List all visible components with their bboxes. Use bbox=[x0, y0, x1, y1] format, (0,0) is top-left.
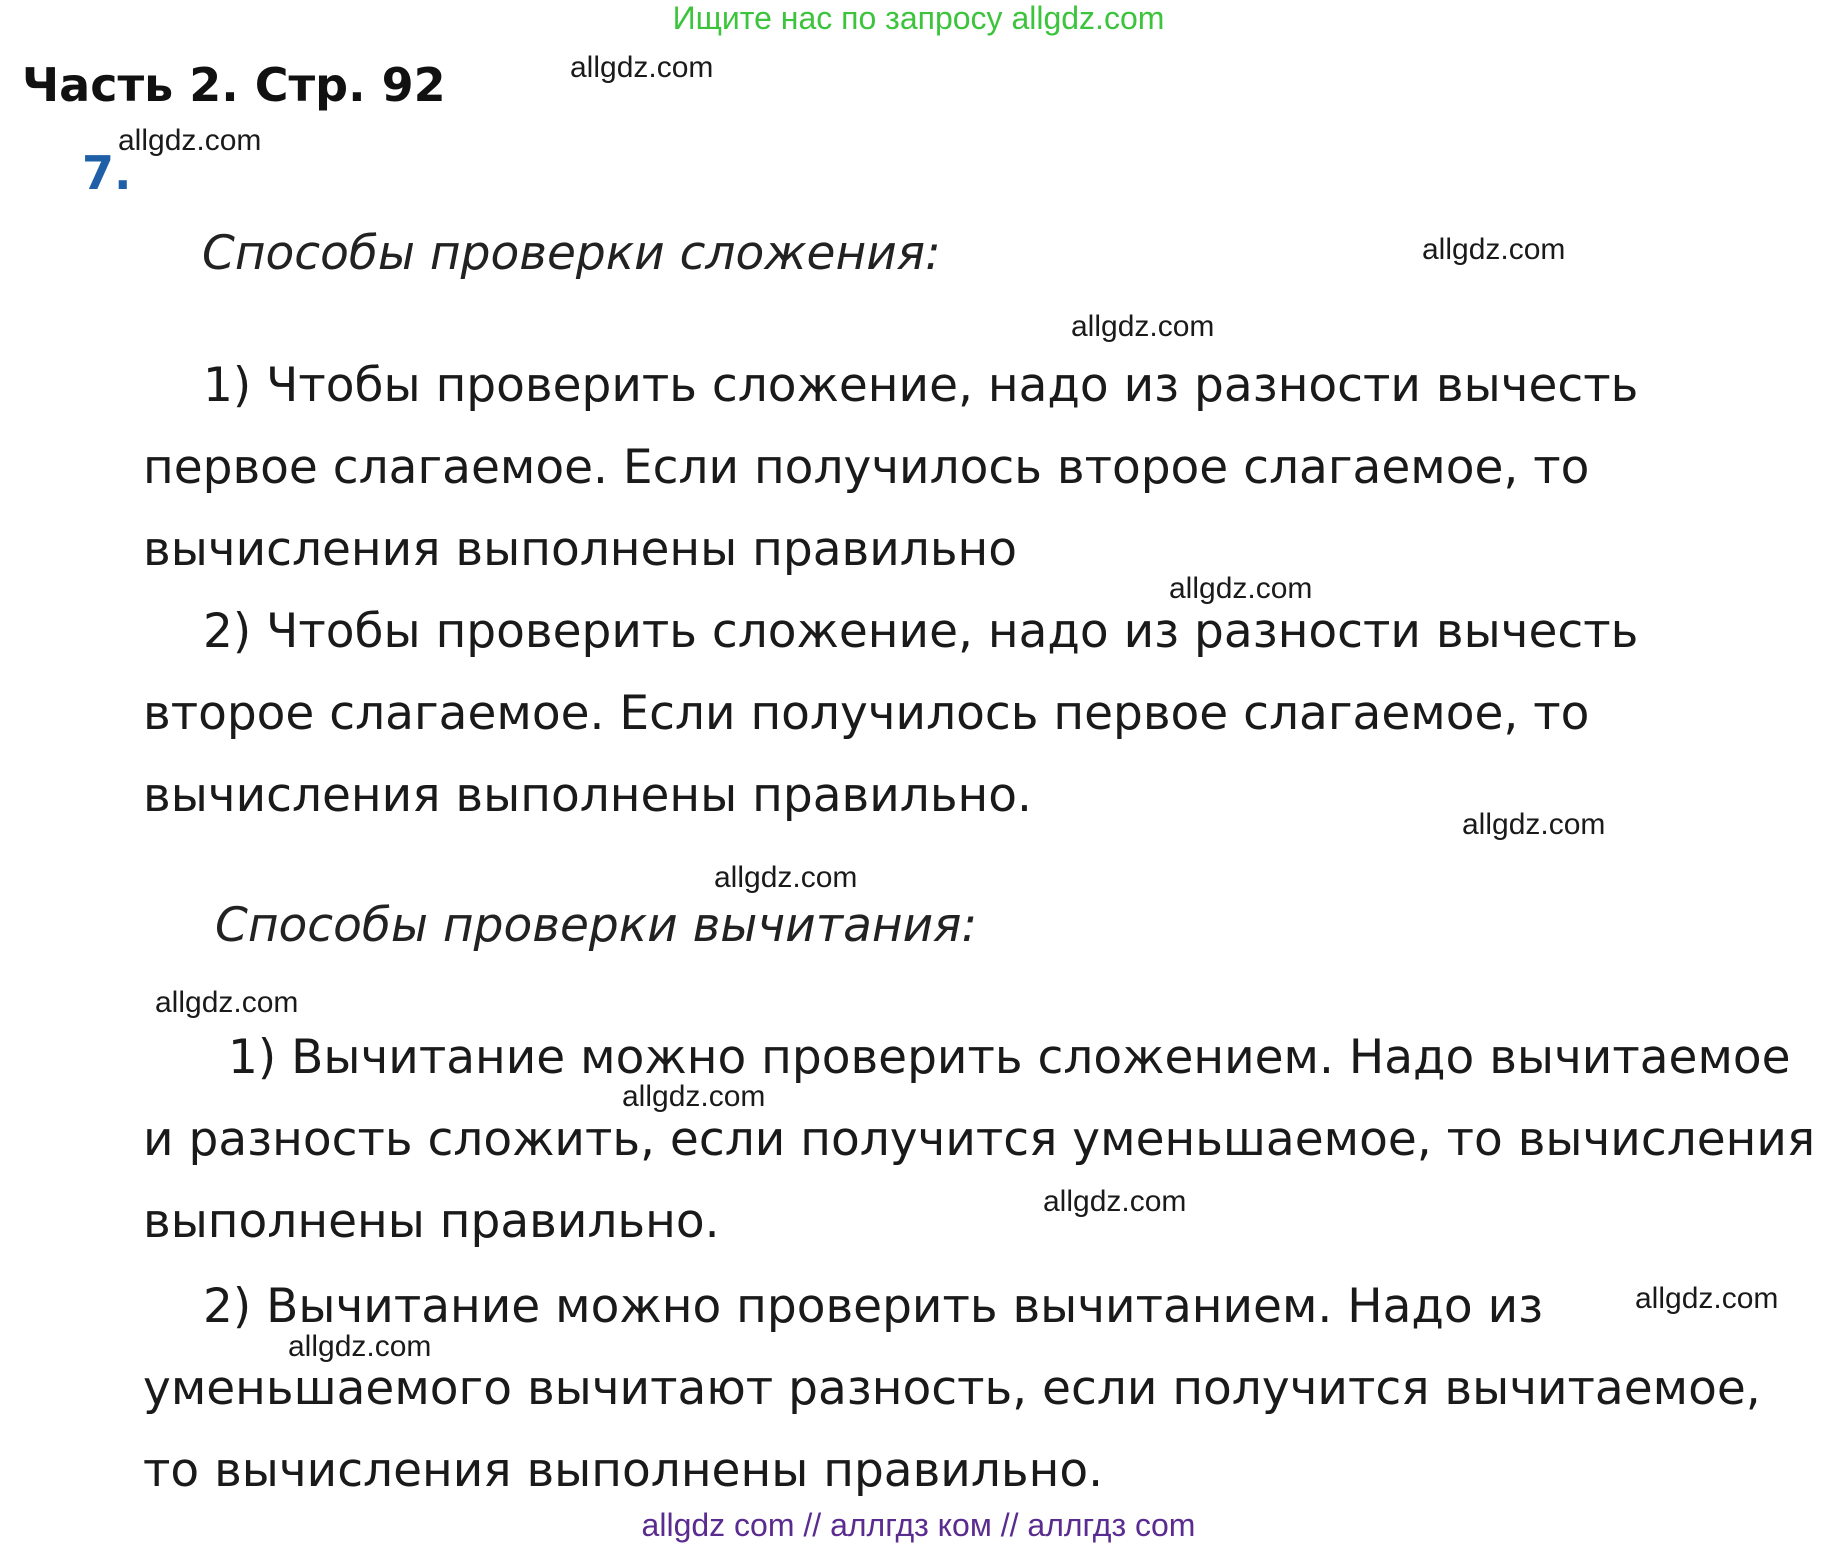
text-line: то вычисления выполнены правильно. bbox=[143, 1443, 1104, 1498]
watermark: allgdz.com bbox=[1635, 1282, 1779, 1315]
watermark: allgdz.com bbox=[1462, 808, 1606, 841]
text-line: второе слагаемое. Если получилось первое слагаемое, то bbox=[143, 686, 1590, 741]
watermark: allgdz.com bbox=[622, 1080, 766, 1113]
watermark: allgdz.com bbox=[1043, 1185, 1187, 1218]
watermark: allgdz.com bbox=[118, 124, 262, 157]
text-line: 1) Чтобы проверить сложение, надо из разности вычесть bbox=[203, 358, 1639, 413]
section-title-subtraction: Способы проверки вычитания: bbox=[215, 898, 978, 953]
text-line: и разность сложить, если получится уменьшаемое, то вычисления bbox=[143, 1112, 1816, 1167]
page-title: Часть 2. Стр. 92 bbox=[22, 58, 446, 112]
text-line: вычисления выполнены правильно. bbox=[143, 768, 1032, 823]
top-banner: Ищите нас по запросу allgdz.com bbox=[672, 0, 1165, 36]
text-line: 2) Вычитание можно проверить вычитанием. Надо из bbox=[203, 1279, 1544, 1334]
watermark: allgdz.com bbox=[714, 861, 858, 894]
watermark: allgdz.com bbox=[570, 51, 714, 84]
watermark: allgdz.com bbox=[1422, 233, 1566, 266]
watermark: allgdz.com bbox=[288, 1330, 432, 1363]
watermark: allgdz.com bbox=[1169, 572, 1313, 605]
footer-note: allgdz com // аллгдз ком // аллгдз com bbox=[641, 1507, 1196, 1543]
text-line: первое слагаемое. Если получилось второе слагаемое, то bbox=[143, 440, 1590, 495]
text-line: 1) Вычитание можно проверить сложением. Надо вычитаемое bbox=[228, 1030, 1791, 1085]
text-line: вычисления выполнены правильно bbox=[143, 522, 1017, 577]
section-title-addition: Способы проверки сложения: bbox=[202, 226, 941, 281]
watermark: allgdz.com bbox=[155, 986, 299, 1019]
task-number: 7. bbox=[82, 146, 132, 200]
text-line: выполнены правильно. bbox=[143, 1194, 720, 1249]
text-line: 2) Чтобы проверить сложение, надо из разности вычесть bbox=[203, 604, 1639, 659]
watermark: allgdz.com bbox=[1071, 310, 1215, 343]
text-line: уменьшаемого вычитают разность, если получится вычитаемое, bbox=[143, 1361, 1761, 1416]
